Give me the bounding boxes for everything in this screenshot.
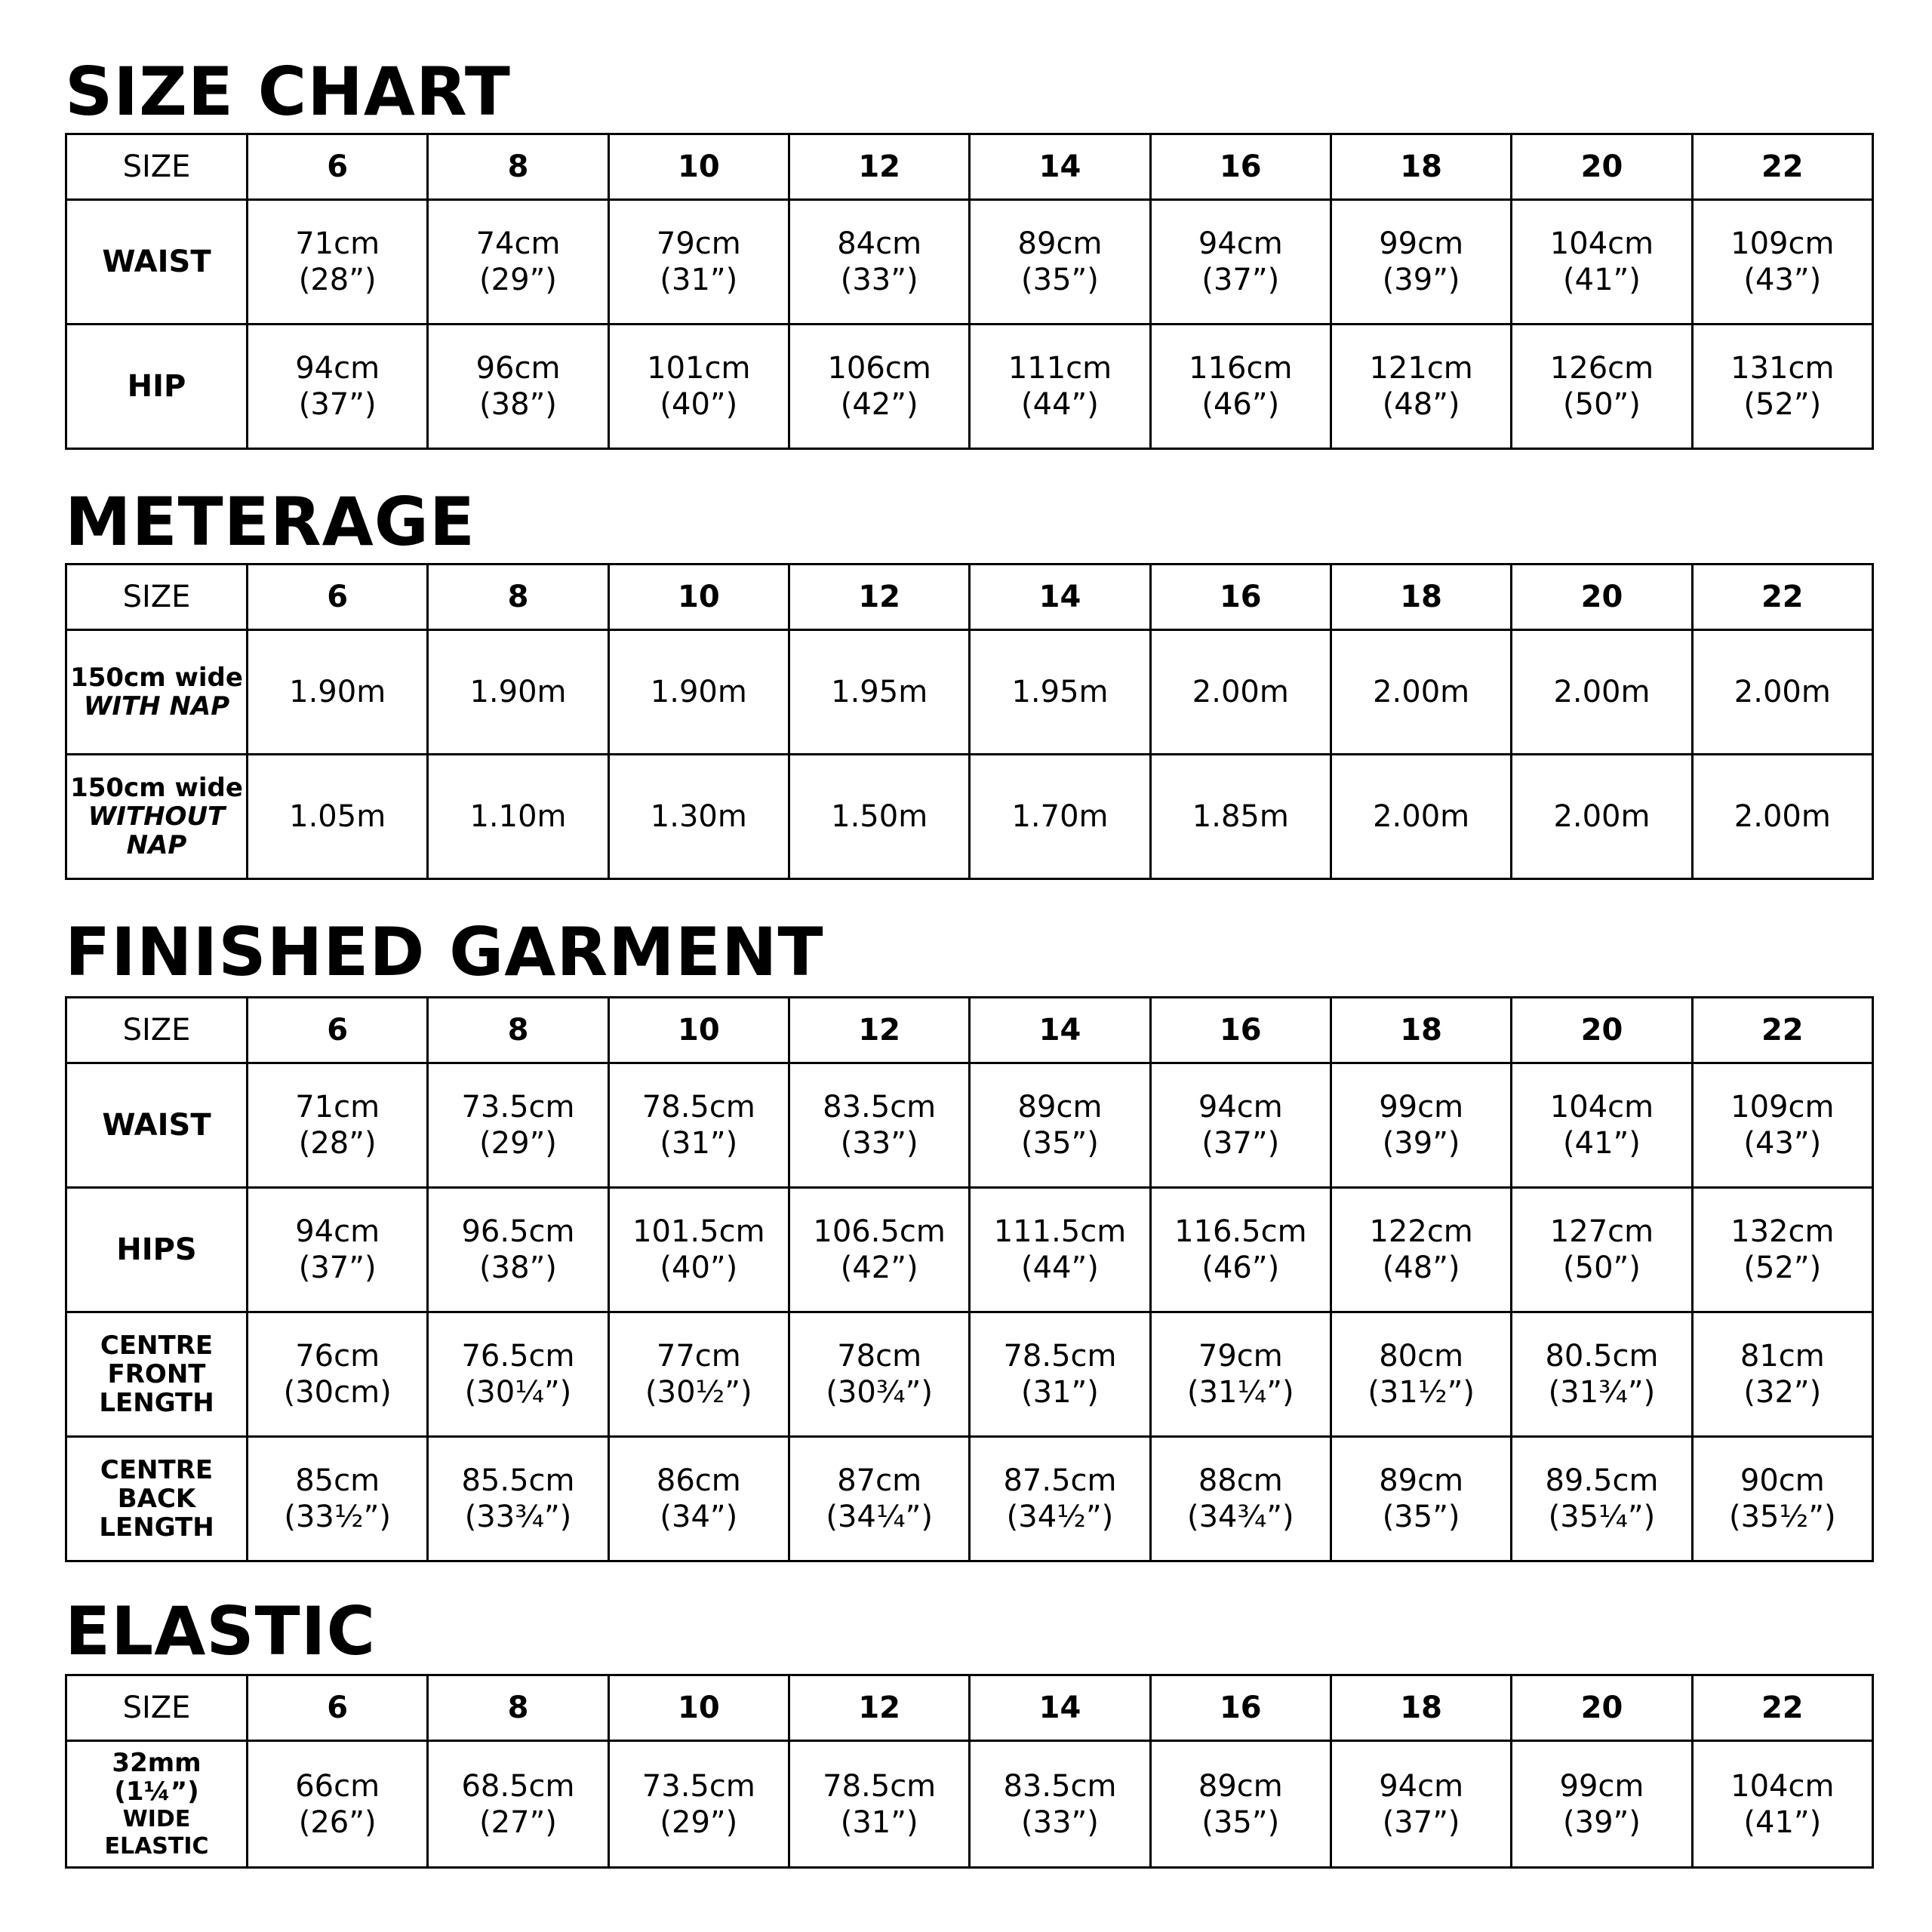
table-cell: 80cm (31½”)	[1331, 1312, 1511, 1437]
table-cell: 131cm (52”)	[1692, 325, 1872, 449]
table-cell: 1.70m	[970, 755, 1150, 879]
row-label-with-nap: 150cm wide WITH NAP	[66, 630, 248, 755]
table-cell: 76.5cm (30¼”)	[428, 1312, 608, 1437]
size-label: SIZE	[66, 565, 248, 630]
table-cell: 126cm (50”)	[1512, 325, 1692, 449]
size-header: 6	[248, 134, 428, 200]
table-cell: 127cm (50”)	[1512, 1188, 1692, 1312]
table-cell: 116.5cm (46”)	[1150, 1188, 1331, 1312]
row-label-hips: HIPS	[66, 1188, 248, 1312]
table-row	[66, 1741, 1873, 1868]
table-header-row	[66, 565, 1873, 630]
size-header: 8	[428, 1675, 608, 1741]
table-cell: 2.00m	[1150, 630, 1331, 755]
table-cell: 1.95m	[789, 630, 969, 755]
size-header: 20	[1512, 1675, 1692, 1741]
size-header: 20	[1512, 134, 1692, 200]
table-cell: 94cm (37”)	[1150, 200, 1331, 325]
size-header: 22	[1692, 134, 1872, 200]
table-cell: 86cm (34”)	[608, 1437, 789, 1561]
row-label-waist: WAIST	[66, 200, 248, 325]
table-cell: 96cm (38”)	[428, 325, 608, 449]
elastic-table	[65, 1674, 1874, 1869]
table-cell: 94cm (37”)	[1150, 1063, 1331, 1188]
table-cell: 89cm (35”)	[1331, 1437, 1511, 1561]
elastic-title: ELASTIC	[65, 1592, 377, 1670]
table-cell: 76cm (30cm)	[248, 1312, 428, 1437]
table-cell: 1.90m	[608, 630, 789, 755]
table-cell: 94cm (37”)	[248, 1188, 428, 1312]
size-header: 12	[789, 565, 969, 630]
table-cell: 99cm (39”)	[1512, 1741, 1692, 1868]
size-header: 10	[608, 565, 789, 630]
size-header: 18	[1331, 134, 1511, 200]
table-cell: 1.50m	[789, 755, 969, 879]
table-header-row	[66, 1675, 1873, 1741]
table-cell: 85.5cm (33¾”)	[428, 1437, 608, 1561]
finished-garment-title: FINISHED GARMENT	[65, 913, 824, 991]
table-row	[66, 755, 1873, 879]
table-cell: 111.5cm (44”)	[970, 1188, 1150, 1312]
table-row	[66, 325, 1873, 449]
table-cell: 94cm (37”)	[248, 325, 428, 449]
table-cell: 2.00m	[1331, 630, 1511, 755]
table-cell: 83.5cm (33”)	[970, 1741, 1150, 1868]
size-header: 14	[970, 134, 1150, 200]
table-cell: 89cm (35”)	[1150, 1741, 1331, 1868]
table-cell: 99cm (39”)	[1331, 1063, 1511, 1188]
table-cell: 1.90m	[248, 630, 428, 755]
size-header: 10	[608, 1675, 789, 1741]
size-header: 6	[248, 998, 428, 1063]
table-cell: 101cm (40”)	[608, 325, 789, 449]
size-header: 18	[1331, 998, 1511, 1063]
size-header: 22	[1692, 1675, 1872, 1741]
size-header: 14	[970, 1675, 1150, 1741]
table-cell: 104cm (41”)	[1512, 1063, 1692, 1188]
table-cell: 99cm (39”)	[1331, 200, 1511, 325]
size-header: 22	[1692, 998, 1872, 1063]
table-header-row	[66, 998, 1873, 1063]
size-header: 12	[789, 134, 969, 200]
table-cell: 101.5cm (40”)	[608, 1188, 789, 1312]
table-cell: 1.05m	[248, 755, 428, 879]
table-cell: 89cm (35”)	[970, 1063, 1150, 1188]
table-cell: 73.5cm (29”)	[608, 1741, 789, 1868]
size-header: 6	[248, 1675, 428, 1741]
row-label-waist: WAIST	[66, 1063, 248, 1188]
size-header: 18	[1331, 565, 1511, 630]
size-header: 8	[428, 134, 608, 200]
table-cell: 94cm (37”)	[1331, 1741, 1511, 1868]
table-cell: 85cm (33½”)	[248, 1437, 428, 1561]
size-header: 16	[1150, 565, 1331, 630]
table-cell: 68.5cm (27”)	[428, 1741, 608, 1868]
table-cell: 1.95m	[970, 630, 1150, 755]
table-cell: 1.10m	[428, 755, 608, 879]
table-row	[66, 1437, 1873, 1561]
table-cell: 79cm (31”)	[608, 200, 789, 325]
size-header: 18	[1331, 1675, 1511, 1741]
table-cell: 77cm (30½”)	[608, 1312, 789, 1437]
table-cell: 78cm (30¾”)	[789, 1312, 969, 1437]
row-label-centre-back-length: CENTRE BACK LENGTH	[66, 1437, 248, 1561]
table-cell: 116cm (46”)	[1150, 325, 1331, 449]
table-cell: 104cm (41”)	[1692, 1741, 1872, 1868]
table-row	[66, 1312, 1873, 1437]
table-cell: 1.30m	[608, 755, 789, 879]
table-cell: 73.5cm (29”)	[428, 1063, 608, 1188]
size-header: 16	[1150, 998, 1331, 1063]
table-cell: 2.00m	[1692, 755, 1872, 879]
table-cell: 66cm (26”)	[248, 1741, 428, 1868]
table-cell: 109cm (43”)	[1692, 200, 1872, 325]
size-header: 8	[428, 565, 608, 630]
table-cell: 78.5cm (31”)	[970, 1312, 1150, 1437]
size-label: SIZE	[66, 998, 248, 1063]
table-cell: 78.5cm (31”)	[789, 1741, 969, 1868]
table-cell: 83.5cm (33”)	[789, 1063, 969, 1188]
size-chart-table	[65, 133, 1874, 450]
size-label: SIZE	[66, 134, 248, 200]
table-cell: 71cm (28”)	[248, 200, 428, 325]
table-cell: 81cm (32”)	[1692, 1312, 1872, 1437]
table-cell: 88cm (34¾”)	[1150, 1437, 1331, 1561]
table-cell: 132cm (52”)	[1692, 1188, 1872, 1312]
table-cell: 87.5cm (34½”)	[970, 1437, 1150, 1561]
size-header: 8	[428, 998, 608, 1063]
table-cell: 89.5cm (35¼”)	[1512, 1437, 1692, 1561]
row-label-without-nap: 150cm wide WITHOUT NAP	[66, 755, 248, 879]
table-cell: 74cm (29”)	[428, 200, 608, 325]
row-label-elastic: 32mm (1¼”) WIDE ELASTIC	[66, 1741, 248, 1868]
size-header: 12	[789, 1675, 969, 1741]
table-cell: 106.5cm (42”)	[789, 1188, 969, 1312]
size-header: 20	[1512, 998, 1692, 1063]
row-label-centre-front-length: CENTRE FRONT LENGTH	[66, 1312, 248, 1437]
table-cell: 78.5cm (31”)	[608, 1063, 789, 1188]
size-header: 12	[789, 998, 969, 1063]
table-row	[66, 1063, 1873, 1188]
size-header: 16	[1150, 134, 1331, 200]
table-cell: 89cm (35”)	[970, 200, 1150, 325]
size-header: 14	[970, 565, 1150, 630]
table-cell: 80.5cm (31¾”)	[1512, 1312, 1692, 1437]
table-cell: 84cm (33”)	[789, 200, 969, 325]
table-cell: 87cm (34¼”)	[789, 1437, 969, 1561]
size-header: 16	[1150, 1675, 1331, 1741]
table-row	[66, 630, 1873, 755]
size-header: 10	[608, 998, 789, 1063]
size-header: 20	[1512, 565, 1692, 630]
table-cell: 90cm (35½”)	[1692, 1437, 1872, 1561]
size-label: SIZE	[66, 1675, 248, 1741]
table-row	[66, 1188, 1873, 1312]
table-cell: 122cm (48”)	[1331, 1188, 1511, 1312]
size-header: 14	[970, 998, 1150, 1063]
table-cell: 2.00m	[1331, 755, 1511, 879]
table-cell: 1.85m	[1150, 755, 1331, 879]
meterage-title: METERAGE	[65, 483, 476, 561]
row-label-hip: HIP	[66, 325, 248, 449]
table-header-row	[66, 134, 1873, 200]
table-cell: 111cm (44”)	[970, 325, 1150, 449]
meterage-table	[65, 563, 1874, 880]
table-cell: 79cm (31¼”)	[1150, 1312, 1331, 1437]
size-header: 22	[1692, 565, 1872, 630]
table-cell: 109cm (43”)	[1692, 1063, 1872, 1188]
table-cell: 2.00m	[1512, 630, 1692, 755]
size-chart-title: SIZE CHART	[65, 53, 511, 131]
size-header: 6	[248, 565, 428, 630]
size-header: 10	[608, 134, 789, 200]
table-cell: 2.00m	[1692, 630, 1872, 755]
table-cell: 96.5cm (38”)	[428, 1188, 608, 1312]
table-cell: 71cm (28”)	[248, 1063, 428, 1188]
table-cell: 121cm (48”)	[1331, 325, 1511, 449]
finished-garment-table	[65, 996, 1874, 1562]
table-cell: 1.90m	[428, 630, 608, 755]
table-row	[66, 200, 1873, 325]
table-cell: 104cm (41”)	[1512, 200, 1692, 325]
table-cell: 2.00m	[1512, 755, 1692, 879]
table-cell: 106cm (42”)	[789, 325, 969, 449]
